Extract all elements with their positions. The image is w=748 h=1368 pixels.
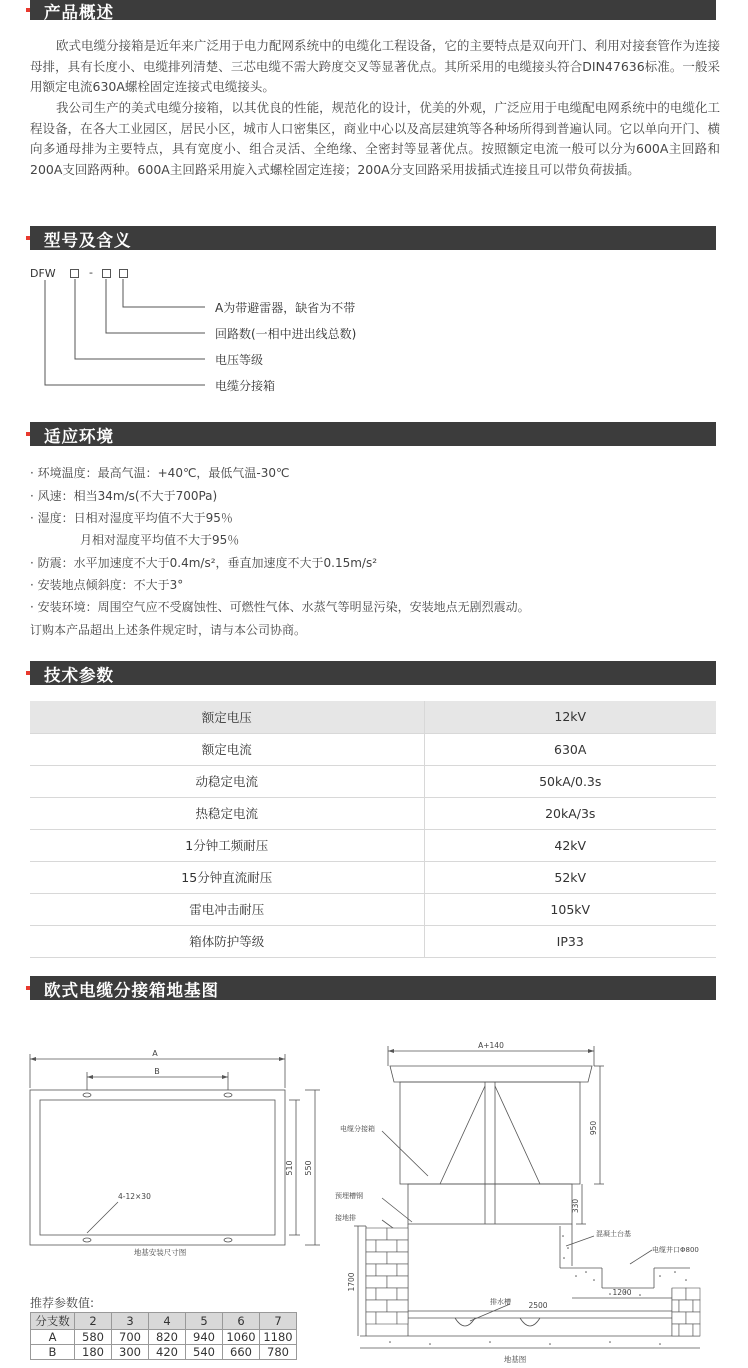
dim-510-label: 510: [285, 1160, 294, 1176]
dim-top-label: A+140: [478, 1041, 504, 1050]
label-concrete: 混凝土台基: [596, 1230, 631, 1238]
table-row: [31, 1330, 297, 1345]
env-tilt: · 安装地点倾斜度：不大于3°: [30, 578, 184, 592]
dim-1700-label: 1700: [347, 1272, 356, 1292]
param-name: 额定电压: [30, 701, 424, 733]
table-cell: 5: [186, 1313, 223, 1330]
model-code: DFW: [30, 267, 56, 280]
table-cell: 2: [75, 1313, 112, 1330]
param-name: 1分钟工频耐压: [30, 829, 424, 861]
table-cell: 580: [75, 1330, 112, 1345]
recommended-title: 推荐参数值:: [30, 1296, 95, 1310]
label-well: 电缆井口Φ800: [652, 1246, 699, 1254]
table-cell: B: [31, 1345, 75, 1360]
recommended-table: [30, 1312, 297, 1360]
param-name: 热稳定电流: [30, 797, 424, 829]
model-dash: -: [89, 266, 93, 279]
table-cell: 660: [223, 1345, 260, 1360]
table-row: [30, 861, 716, 893]
param-value: 105kV: [424, 893, 716, 925]
env-humidity-month: 月相对湿度平均值不大于95％: [80, 533, 240, 547]
dim-550-label: 550: [304, 1160, 313, 1176]
section-title: 适应环境: [44, 427, 114, 446]
section-title: 产品概述: [44, 3, 114, 22]
model-label-box: 电缆分接箱: [215, 379, 276, 393]
mount-hole: [83, 1093, 91, 1097]
table-cell: 4: [149, 1313, 186, 1330]
table-cell: 940: [186, 1330, 223, 1345]
param-name: 15分钟直流耐压: [30, 861, 424, 893]
table-row: [30, 893, 716, 925]
mount-hole: [224, 1238, 232, 1242]
table-cell: 1060: [223, 1330, 260, 1345]
param-value: 630A: [424, 733, 716, 765]
table-cell: 3: [112, 1313, 149, 1330]
param-name: 雷电冲击耐压: [30, 893, 424, 925]
param-name: 箱体防护等级: [30, 925, 424, 957]
table-row: [31, 1313, 297, 1330]
table-row: [31, 1345, 297, 1360]
table-cell: 700: [112, 1330, 149, 1345]
env-seismic: · 防震：水平加速度不大于0.4m/s²，垂直加速度不大于0.15m/s²: [30, 556, 378, 570]
table-cell: 6: [223, 1313, 260, 1330]
model-label-circuits: 回路数(一相中进出线总数): [215, 327, 357, 341]
table-cell: 420: [149, 1345, 186, 1360]
env-humidity-day: · 湿度：日相对湿度平均值不大于95％: [30, 511, 233, 525]
table-cell: 1180: [260, 1330, 297, 1345]
env-installation: · 安装环境：周围空气应不受腐蚀性、可燃性气体、水蒸气等明显污染，安装地点无剧烈震动。: [30, 600, 530, 614]
table-row: [30, 829, 716, 861]
param-value: 50kA/0.3s: [424, 765, 716, 797]
param-value: 42kV: [424, 829, 716, 861]
param-name: 额定电流: [30, 733, 424, 765]
overview-paragraph-1: 欧式电缆分接箱是近年来广泛用于电力配网系统中的电缆化工程设备，它的主要特点是双向开门、利用对接套管作为连接母排，具有长度小、电缆排列清楚、三芯电缆不需大跨度交叉等显著优点。其所采用的电缆接头符合DIN47636标准。一般采用额定电流630A螺栓固定连接式电缆接头。: [30, 38, 720, 94]
table-cell: 180: [75, 1345, 112, 1360]
param-value: IP33: [424, 925, 716, 957]
dim-950-label: 950: [589, 1120, 598, 1136]
table-cell: 分支数: [31, 1313, 75, 1330]
table-cell: 820: [149, 1330, 186, 1345]
foundation-section-drawing: [330, 1036, 726, 1366]
label-ground: 接地排: [335, 1214, 356, 1222]
table-row: [30, 765, 716, 797]
table-cell: 300: [112, 1345, 149, 1360]
label-drain: 排水槽: [490, 1298, 511, 1306]
section-marker: [26, 671, 30, 675]
table-cell: A: [31, 1330, 75, 1345]
section-title: 型号及含义: [44, 231, 132, 250]
mount-hole: [224, 1093, 232, 1097]
label-cabinet: 电缆分接箱: [340, 1125, 375, 1133]
table-row: [30, 701, 716, 733]
dim-330-label: 330: [571, 1198, 580, 1214]
section-header-tech: [30, 661, 716, 685]
section-header-environment: [30, 422, 716, 446]
section-marker: [26, 432, 30, 436]
model-label-voltage: 电压等级: [215, 353, 264, 367]
env-temperature: · 环境温度：最高气温：+40℃，最低气温-30℃: [30, 466, 290, 480]
param-value: 12kV: [424, 701, 716, 733]
dim-b-label: B: [154, 1067, 160, 1076]
model-leader-lines: [0, 0, 748, 400]
section-header-foundation: [30, 976, 716, 1000]
drawing-caption: 地基图: [503, 1355, 527, 1364]
table-cell: 780: [260, 1345, 297, 1360]
param-value: 20kA/3s: [424, 797, 716, 829]
model-label-arrester: A为带避雷器，缺省为不带: [215, 301, 356, 315]
table-cell: 7: [260, 1313, 297, 1330]
overview-paragraph-2: 我公司生产的美式电缆分接箱，以其优良的性能，规范化的设计，优美的外观，广泛应用于电缆配电网系统中的电缆化工程设备，在各大工业园区，居民小区，城市人口密集区，商业中心以及高层建筑等各种场所得到普遍认同。它以单向开门、横向多通母排为主要特点，具有宽度小、组合灵活、全绝缘、全密封等显著优点。按照额定电流一般可以分为600A主回路和200A支回路两种。600A主回路采用旋入式螺栓固定连接；200A分支回路采用拔插式连接且可以带负荷拔插。: [30, 100, 720, 177]
table-cell: 540: [186, 1345, 223, 1360]
param-value: 52kV: [424, 861, 716, 893]
env-note: 订购本产品超出上述条件规定时，请与本公司协商。: [30, 623, 307, 637]
section-title: 欧式电缆分接箱地基图: [44, 981, 219, 1000]
table-row: [30, 925, 716, 957]
label-channel: 预埋槽钢: [335, 1192, 363, 1200]
dim-2500-label: 2500: [528, 1301, 548, 1310]
foundation-install-drawing: [0, 1040, 330, 1260]
tech-params-table: [30, 701, 716, 958]
holes-label: 4-12×30: [118, 1192, 151, 1201]
drawing-caption: 地基安装尺寸图: [133, 1248, 187, 1257]
table-row: [30, 733, 716, 765]
env-wind: · 风速：相当34m/s(不大于700Pa): [30, 489, 218, 503]
section-title: 技术参数: [44, 666, 114, 685]
dim-1200-label: 1200: [612, 1288, 632, 1297]
mount-hole: [83, 1238, 91, 1242]
param-name: 动稳定电流: [30, 765, 424, 797]
dim-a-label: A: [152, 1049, 158, 1058]
section-marker: [26, 986, 30, 990]
table-row: [30, 797, 716, 829]
